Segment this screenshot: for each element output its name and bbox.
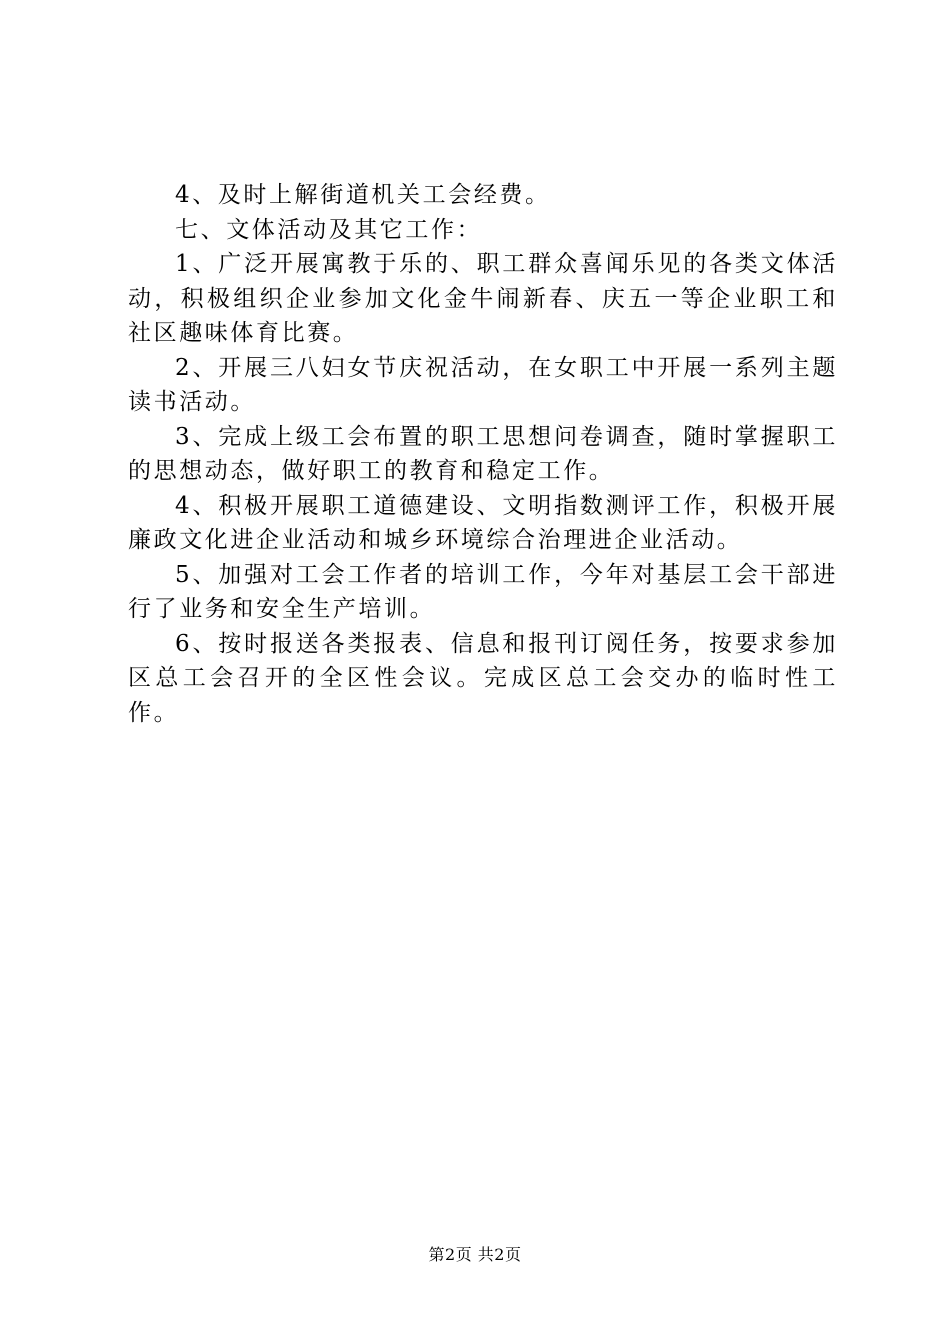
- document-body: [128, 178, 838, 730]
- page-number: 第2页 共2页: [428, 1245, 522, 1264]
- page-footer: [0, 1244, 950, 1266]
- paragraph-item-2: 2、开展三八妇女节庆祝活动，在女职工中开展一系列主题读书活动。: [128, 354, 838, 415]
- paragraph-union-fees: 4、及时上解街道机关工会经费。: [175, 182, 551, 208]
- paragraph-item-1: 1、广泛开展寓教于乐的、职工群众喜闻乐见的各类文体活动，积极组织企业参加文化金牛闹新春、庆五一等企业职工和社区趣味体育比赛。: [128, 251, 838, 346]
- paragraph-item-4: 4、积极开展职工道德建设、文明指数测评工作，积极开展廉政文化进企业活动和城乡环境综合治理进企业活动。: [128, 492, 838, 553]
- paragraph-item-3: 3、完成上级工会布置的职工思想问卷调查，随时掌握职工的思想动态，做好职工的教育和稳定工作。: [128, 423, 838, 484]
- paragraph-item-6: 6、按时报送各类报表、信息和报刊订阅任务，按要求参加区总工会召开的全区性会议。完成区总工会交办的临时性工作。: [128, 630, 838, 726]
- section-heading-cultural-sports: 七、文体活动及其它工作：: [175, 216, 483, 243]
- paragraph-item-5: 5、加强对工会工作者的培训工作，今年对基层工会干部进行了业务和安全生产培训。: [128, 561, 838, 622]
